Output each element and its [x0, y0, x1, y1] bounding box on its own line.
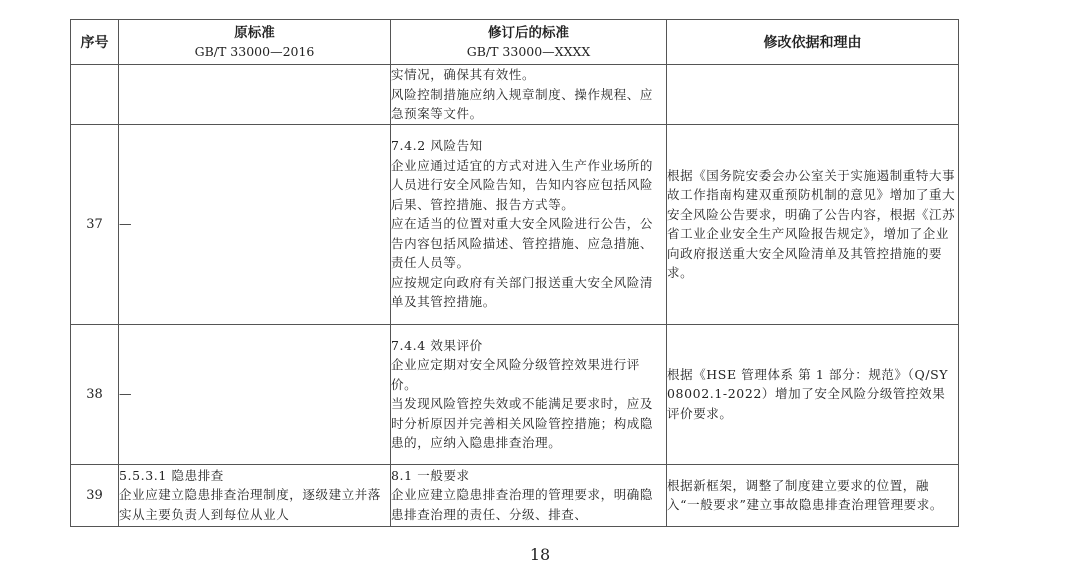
header-revised-standard	[391, 20, 667, 65]
revised-paragraph: 当发现风险管控失效或不能满足要求时，应及时分析原因并完善相关风险管控措施；构成隐患的，应纳入隐患排查治理。	[391, 396, 654, 450]
page-number: 18	[529, 545, 551, 564]
reason-paragraph: 根据《国务院安委会办公室关于实施遏制重特大事故工作指南构建双重预防机制的意见》增加了重大安全风险公告要求，明确了公告内容，根据《江苏省工业企业安全生产风险报告规定》，增加了企业向政府报送重大安全风险清单及其管控措施的要求。	[667, 167, 956, 280]
header-revised-code: GB/T 33000—XXXX	[466, 44, 591, 59]
row-number: 39	[71, 464, 119, 526]
table-row	[71, 324, 959, 464]
revised-paragraph: 风险控制措施应纳入规章制度、操作规程、应急预案等文件。	[391, 86, 654, 121]
header-revised-title: 修订后的标准	[488, 25, 569, 41]
revised-clause-heading: 7.4.2 风险告知	[391, 138, 483, 154]
header-reason: 修改依据和理由	[667, 20, 959, 65]
reason-paragraph: 根据《HSE 管理体系 第 1 部分：规范》（Q/SY 08002.1-2022）增加了安全风险分级管控效果评价要求。	[667, 366, 949, 421]
table-header-row	[71, 20, 959, 65]
revised-paragraph: 应按规定向政府有关部门报送重大安全风险清单及其管控措施。	[391, 274, 654, 310]
reason-paragraph: 根据新框架，调整了制度建立要求的位置，融入“一般要求”建立事故隐患排查治理管理要求。	[667, 477, 943, 512]
table-row	[71, 124, 959, 324]
reason-cell	[667, 65, 959, 125]
revised-paragraph: 应在适当的位置对重大安全风险进行公告，公告内容包括风险描述、管控措施、应急措施、责任人员等。	[391, 216, 654, 271]
header-original-title: 原标准	[234, 25, 275, 41]
revised-paragraph: 实情况，确保其有效性。	[391, 67, 536, 82]
row-number: 37	[71, 124, 119, 324]
revised-clause-heading: 8.1 一般要求	[391, 467, 470, 483]
header-seq-no: 序号	[71, 20, 119, 65]
row-number: 38	[71, 324, 119, 464]
original-cell	[119, 324, 391, 464]
revised-paragraph: 企业应建立隐患排查治理的管理要求，明确隐患排查治理的责任、分级、排查、	[391, 487, 654, 522]
reason-cell	[667, 464, 959, 526]
revised-paragraph: 企业应定期对安全风险分级管控效果进行评价。	[391, 357, 640, 392]
table-row	[71, 65, 959, 125]
original-cell	[119, 65, 391, 125]
header-original-code: GB/T 33000—2016	[194, 44, 315, 59]
reason-cell	[667, 124, 959, 324]
table-row	[71, 464, 959, 526]
original-paragraph: —	[119, 386, 133, 402]
header-original-standard	[119, 20, 391, 65]
reason-cell	[667, 324, 959, 464]
revised-cell	[391, 65, 667, 125]
revised-clause-heading: 7.4.4 效果评价	[391, 337, 483, 353]
original-cell	[119, 124, 391, 324]
revised-cell	[391, 324, 667, 464]
revised-paragraph: 企业应通过适宜的方式对进入生产作业场所的人员进行安全风险告知，告知内容应包括风险后果、管控措施、报告方式等。	[391, 157, 654, 212]
standard-revision-table	[70, 19, 959, 527]
revised-cell	[391, 464, 667, 526]
revised-cell	[391, 124, 667, 324]
original-paragraph: —	[119, 216, 133, 232]
original-clause-heading: 5.5.3.1 隐患排查	[119, 467, 224, 483]
original-cell	[119, 464, 391, 526]
original-paragraph: 企业应建立隐患排查治理制度，逐级建立并落实从主要负责人到每位从业人	[119, 487, 382, 522]
row-number	[71, 65, 119, 125]
